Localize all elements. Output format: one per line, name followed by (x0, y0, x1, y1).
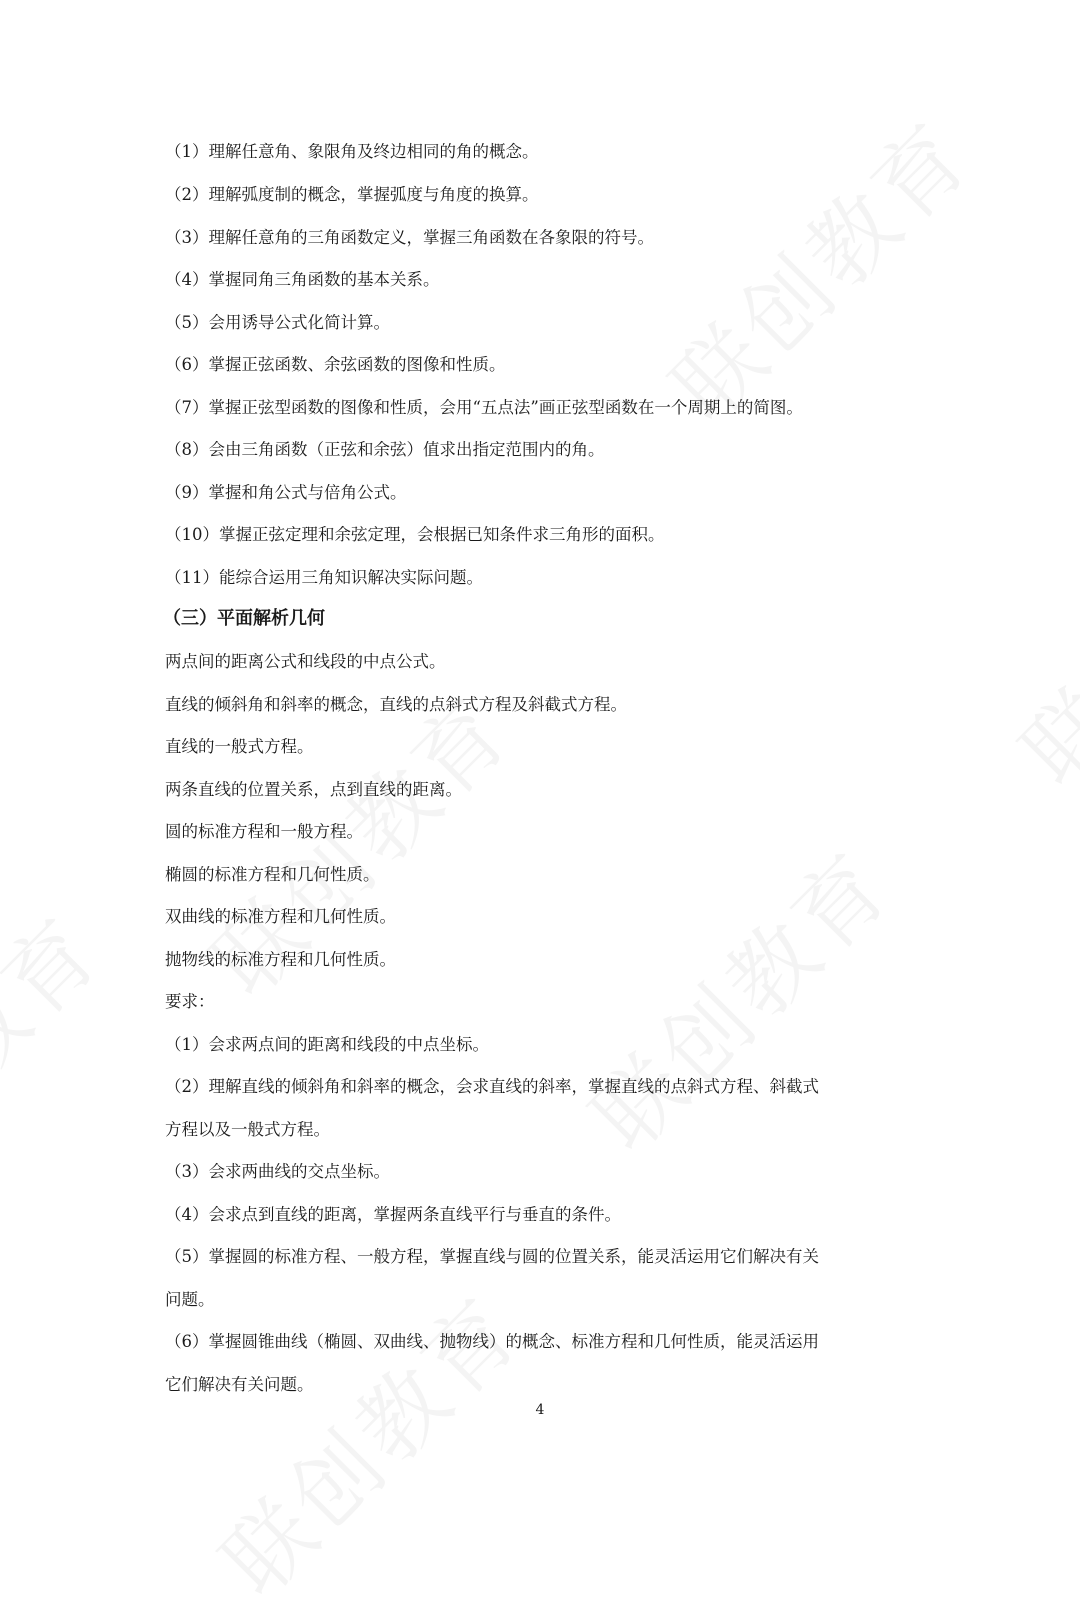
list-item: （4）掌握同角三角函数的基本关系。 (165, 270, 440, 289)
list-item: （3）理解任意角的三角函数定义，掌握三角函数在各象限的符号。 (165, 228, 654, 247)
requirement-item: （2）理解直线的倾斜角和斜率的概念，会求直线的斜率，掌握直线的点斜式方程、斜截式 (165, 1077, 819, 1096)
topic-line: 双曲线的标准方程和几何性质。 (165, 907, 396, 926)
topic-line: 直线的一般式方程。 (165, 737, 314, 756)
requirement-item-continued: 它们解决有关问题。 (165, 1375, 314, 1394)
topic-line: 抛物线的标准方程和几何性质。 (165, 950, 396, 969)
list-item: （7）掌握正弦型函数的图像和性质，会用“五点法”画正弦型函数在一个周期上的简图。 (165, 398, 803, 417)
topic-line: 椭圆的标准方程和几何性质。 (165, 865, 380, 884)
list-item: （10）掌握正弦定理和余弦定理，会根据已知条件求三角形的面积。 (165, 525, 665, 544)
topic-line: 圆的标准方程和一般方程。 (165, 822, 363, 841)
topic-line: 两点间的距离公式和线段的中点公式。 (165, 652, 446, 671)
topic-line: 直线的倾斜角和斜率的概念，直线的点斜式方程及斜截式方程。 (165, 695, 627, 714)
list-item: （2）理解弧度制的概念，掌握弧度与角度的换算。 (165, 185, 539, 204)
requirement-item: （6）掌握圆锥曲线（椭圆、双曲线、抛物线）的概念、标准方程和几何性质，能灵活运用 (165, 1332, 819, 1351)
page-number: 4 (535, 1402, 545, 1418)
requirement-item: （5）掌握圆的标准方程、一般方程，掌握直线与圆的位置关系，能灵活运用它们解决有关 (165, 1247, 819, 1266)
requirement-item: （4）会求点到直线的距离，掌握两条直线平行与垂直的条件。 (165, 1205, 621, 1224)
list-item: （6）掌握正弦函数、余弦函数的图像和性质。 (165, 355, 506, 374)
list-item: （1）理解任意角、象限角及终边相同的角的概念。 (165, 142, 539, 161)
list-item: （5）会用诱导公式化简计算。 (165, 313, 390, 332)
list-item: （8）会由三角函数（正弦和余弦）值求出指定范围内的角。 (165, 440, 605, 459)
requirement-item: （3）会求两曲线的交点坐标。 (165, 1162, 390, 1181)
requirement-item-continued: 问题。 (165, 1290, 215, 1309)
topic-line: 两条直线的位置关系，点到直线的距离。 (165, 780, 462, 799)
requirement-item-continued: 方程以及一般式方程。 (165, 1120, 330, 1139)
requirements-label: 要求： (165, 992, 215, 1011)
section-heading: （三）平面解析几何 (163, 608, 325, 629)
list-item: （11）能综合运用三角知识解决实际问题。 (165, 568, 483, 587)
requirement-item: （1）会求两点间的距离和线段的中点坐标。 (165, 1035, 489, 1054)
list-item: （9）掌握和角公式与倍角公式。 (165, 483, 407, 502)
